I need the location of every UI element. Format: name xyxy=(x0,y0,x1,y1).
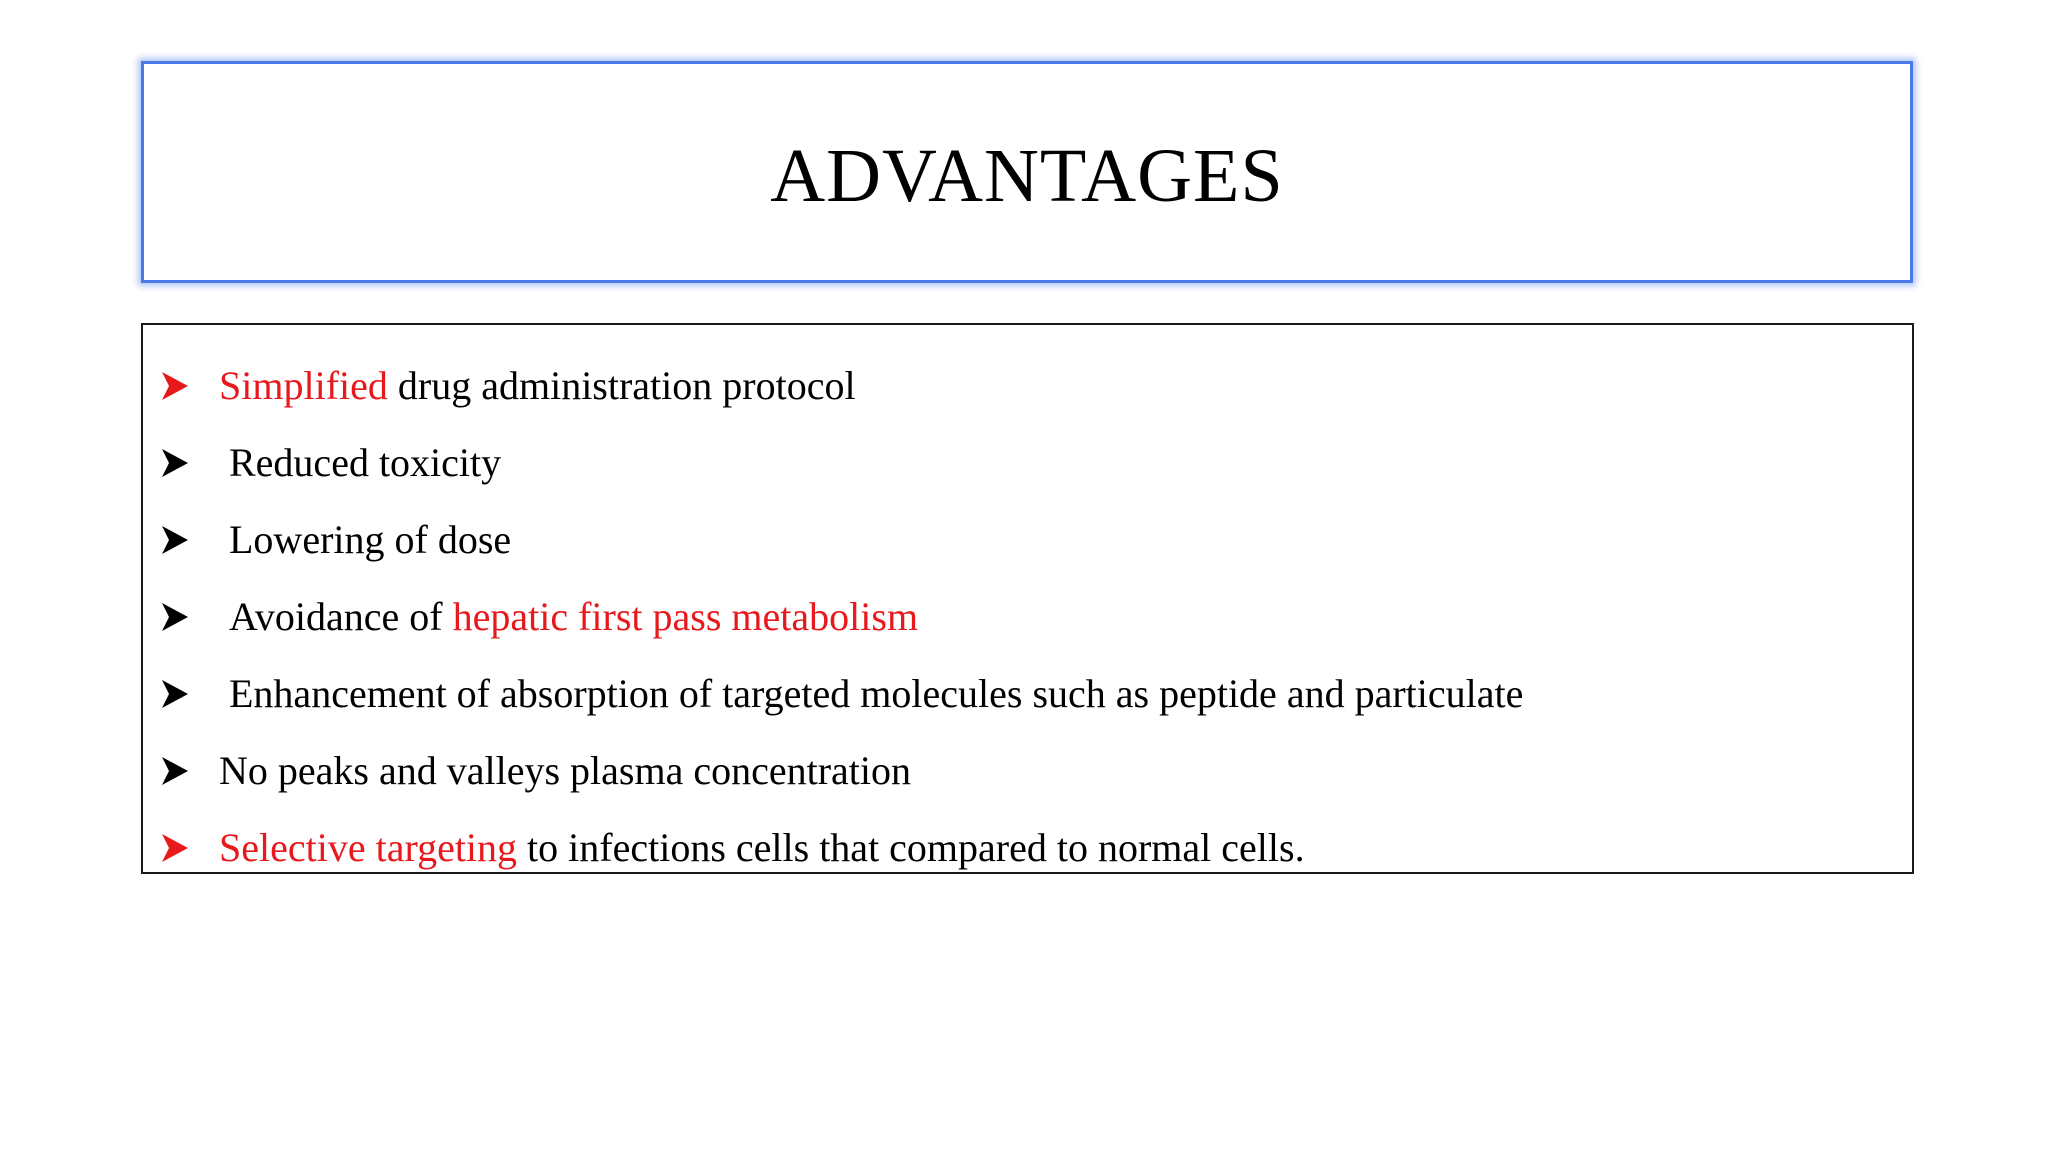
list-item xyxy=(161,424,1523,501)
arrowhead-bullet-icon xyxy=(161,679,189,709)
list-item xyxy=(161,655,1523,732)
advantages-list xyxy=(161,347,1523,886)
title-box xyxy=(141,61,1913,283)
list-item-text: Avoidance of hepatic first pass metabolism xyxy=(229,594,919,639)
list-item-text: Reduced toxicity xyxy=(229,440,502,485)
highlighted-text: Selective targeting xyxy=(219,825,518,870)
arrowhead-bullet-icon xyxy=(161,833,189,863)
list-item xyxy=(161,732,1523,809)
list-item-text: Lowering of dose xyxy=(229,517,512,562)
list-item xyxy=(161,578,1523,655)
list-item-text: Simplified drug administration protocol xyxy=(219,363,856,408)
list-item-text: No peaks and valleys plasma concentration xyxy=(219,748,911,793)
arrowhead-bullet-icon xyxy=(161,371,189,401)
advantages-content-box xyxy=(141,323,1914,874)
arrowhead-bullet-icon xyxy=(161,756,189,786)
list-item-text: Enhancement of absorption of targeted molecules such as peptide and particulate xyxy=(229,671,1524,716)
list-item xyxy=(161,809,1523,886)
list-item xyxy=(161,501,1523,578)
list-item-text: Selective targeting to infections cells that compared to normal cells. xyxy=(219,825,1305,870)
slide-title: ADVANTAGES xyxy=(770,133,1284,218)
highlighted-text: hepatic first pass metabolism xyxy=(452,594,919,639)
arrowhead-bullet-icon xyxy=(161,602,189,632)
arrowhead-bullet-icon xyxy=(161,448,189,478)
highlighted-text: Simplified xyxy=(219,363,388,408)
arrowhead-bullet-icon xyxy=(161,525,189,555)
list-item xyxy=(161,347,1523,424)
